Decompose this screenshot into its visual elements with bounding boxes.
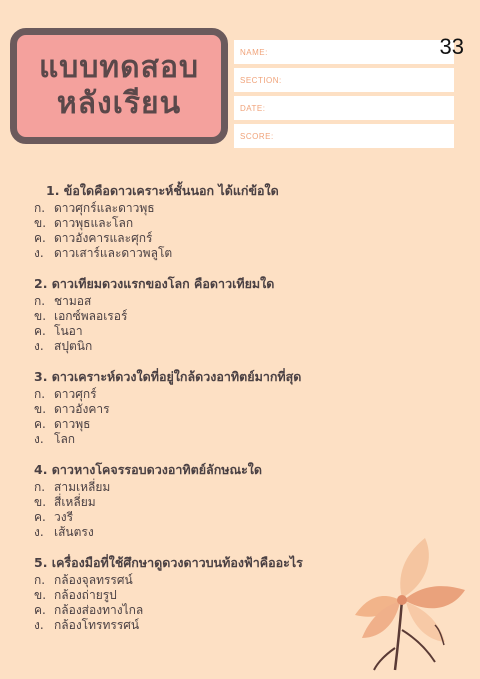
title-card [10,28,228,144]
date-field[interactable] [234,96,454,120]
question-2 [34,275,414,354]
option-item[interactable]: ง. โลก [34,432,76,446]
name-field[interactable] [234,40,454,64]
option-item[interactable]: ข. ดาวอังคาร [34,402,110,416]
option-item[interactable]: ค. ดาวอังคารและศุกร์ [34,231,153,245]
page-number: 33 [439,34,464,59]
score-field[interactable] [234,124,454,148]
option-item[interactable]: ก. ดาวศุกร์ [34,387,97,401]
info-fields [234,40,454,152]
option-item[interactable]: ข. ดาวพุธและโลก [34,216,134,230]
question-text: 2. ดาวเทียมดวงแรกของโลก คือดาวเทียมใด [34,276,275,291]
option-item[interactable]: ก. กล้องจุลทรรศน์ [34,573,133,587]
flower-illustration [340,530,470,675]
question-3 [34,368,414,447]
option-item[interactable]: ง. เส้นตรง [34,525,94,539]
option-item[interactable]: ก. ดาวศุกร์และดาวพุธ [34,201,155,215]
option-item[interactable]: ค. ดาวพุธ [34,417,91,431]
question-4 [34,461,414,540]
section-field[interactable] [234,68,454,92]
option-item[interactable]: ก. สามเหลี่ยม [34,480,111,494]
question-text: 4. ดาวหางโคจรรอบดวงอาทิตย์ลักษณะใด [34,462,263,477]
name-label: NAME: [240,47,268,57]
option-item[interactable]: ข. กล้องถ่ายรูป [34,588,117,602]
option-item[interactable]: ง. สปุตนิก [34,339,93,353]
option-item[interactable]: ข. เอกซ์พลอเรอร์ [34,309,128,323]
option-item[interactable]: ง. ดาวเสาร์และดาวพลูโต [34,246,173,260]
option-item[interactable]: ค. วงรี [34,510,74,524]
section-label: SECTION: [240,75,282,85]
option-item[interactable]: ก. ชามอส [34,294,92,308]
title-line-2: หลังเรียน [56,86,182,121]
date-label: DATE: [240,103,266,113]
question-text: 1. ข้อใดคือดาวเคราะห์ชั้นนอก ได้แก่ข้อใด [46,183,279,198]
score-label: SCORE: [240,131,274,141]
option-item[interactable]: ง. กล้องโทรทรรศน์ [34,618,140,632]
option-item[interactable]: ข. สี่เหลี่ยม [34,495,96,509]
title-line-1: แบบทดสอบ [38,50,200,85]
question-text: 5. เครื่องมือที่ใช้ศึกษาดูดวงดาวบนท้องฟ้าคืออะไร [34,555,303,570]
question-text: 3. ดาวเคราะห์ดวงใดที่อยู่ใกล้ดวงอาทิตย์มากที่สุด [34,369,302,384]
option-item[interactable]: ค. กล้องส่องทางไกล [34,603,144,617]
question-1 [34,182,414,261]
option-item[interactable]: ค. โนอา [34,324,83,338]
